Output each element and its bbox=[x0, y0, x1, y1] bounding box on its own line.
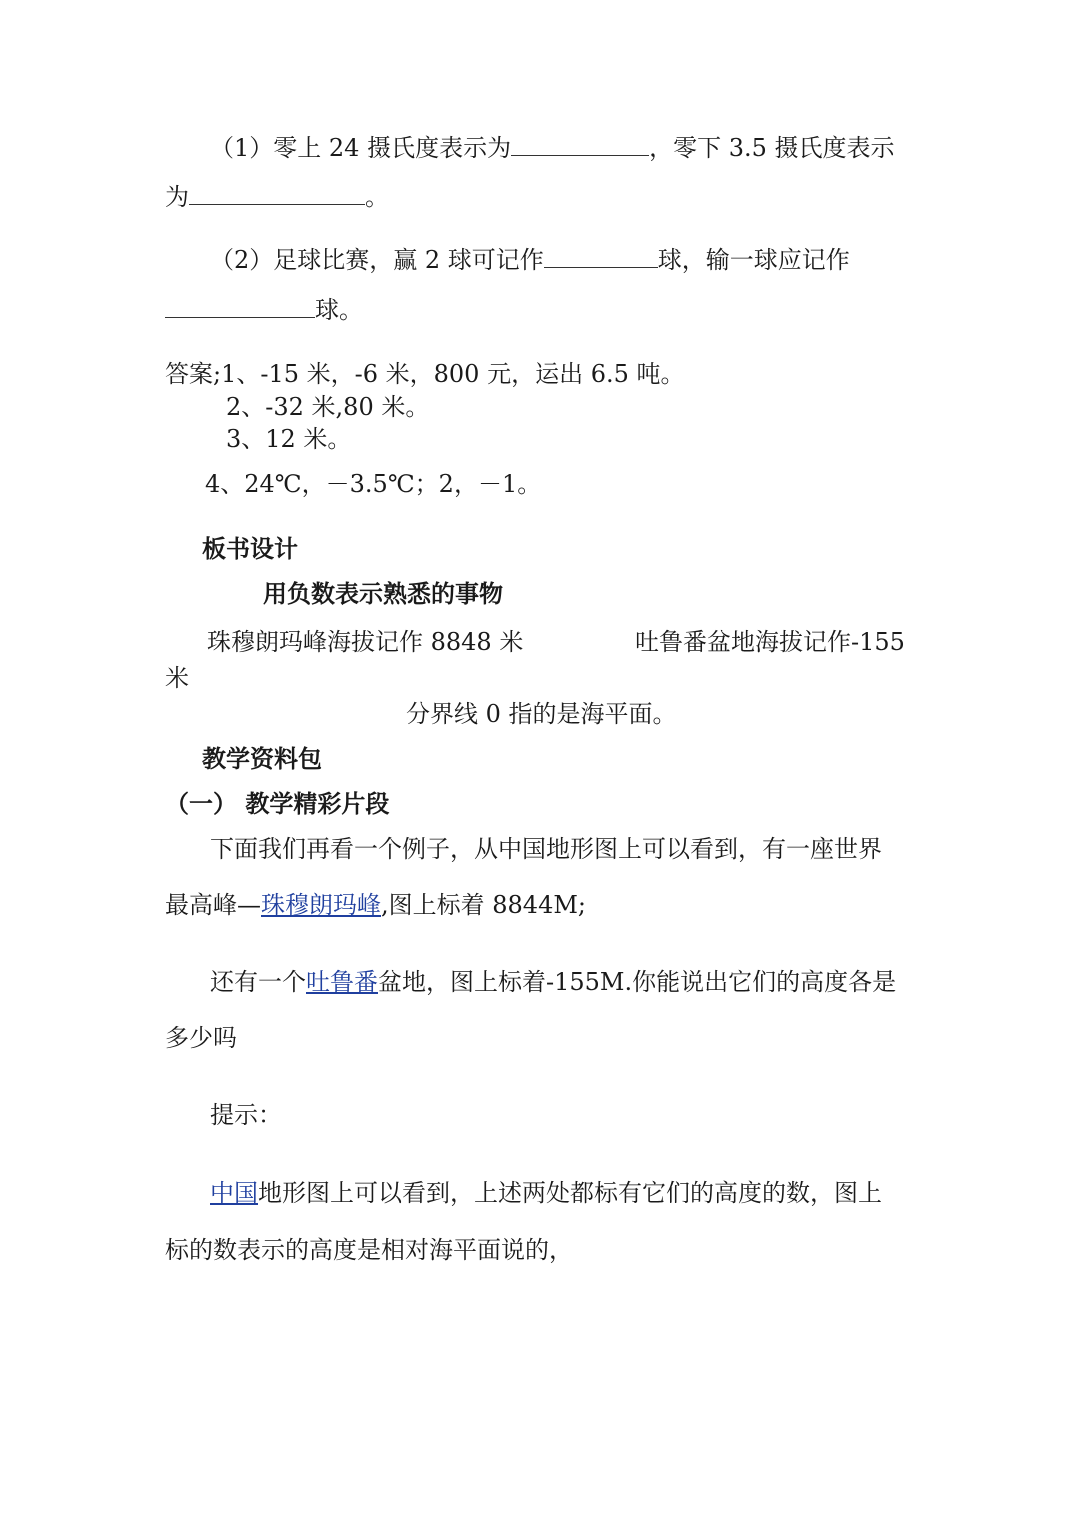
paragraph-1-line-2 bbox=[165, 889, 586, 921]
question-2-line-2 bbox=[165, 294, 363, 326]
p2-text-a: 还有一个 bbox=[210, 968, 306, 996]
p1-text-b: ,图上标着 8844M; bbox=[381, 891, 586, 919]
paragraph-3-line-2: 标的数表示的高度是相对海平面说的， bbox=[165, 1236, 573, 1264]
link-zhumulangma[interactable]: 珠穆朗玛峰 bbox=[261, 891, 381, 919]
board-left-item: 珠穆朗玛峰海拔记作 8848 米 bbox=[207, 628, 524, 656]
q2-text-b: 球，输一球应记作 bbox=[657, 246, 850, 274]
q1-text-d: 。 bbox=[365, 183, 389, 211]
board-right-item: 吐鲁番盆地海拔记作-155 bbox=[635, 628, 905, 656]
q2-blank-1 bbox=[544, 245, 658, 268]
answer-line-4: 4、24℃，－3.5℃；2，－1。 bbox=[205, 470, 542, 498]
resource-heading: 教学资料包 bbox=[202, 744, 322, 773]
p2-text-b: 盆地，图上标着-155M.你能说出它们的高度各是 bbox=[378, 968, 897, 996]
q1-blank-2 bbox=[189, 182, 365, 205]
question-1-line-2 bbox=[165, 181, 389, 213]
paragraph-3-line-1 bbox=[210, 1177, 882, 1209]
q2-text-c: 球。 bbox=[315, 296, 363, 324]
q1-text-b: ，零下 3.5 摄氏度表示 bbox=[649, 134, 895, 162]
question-2-line-1 bbox=[210, 244, 850, 276]
q2-blank-2 bbox=[165, 295, 315, 318]
p1-text-a: 最高峰— bbox=[165, 891, 261, 919]
board-wrap-text: 米 bbox=[165, 664, 189, 692]
board-divider: 分界线 0 指的是海平面。 bbox=[406, 700, 677, 728]
paragraph-2-line-1 bbox=[210, 966, 896, 998]
answer-line-3: 3、12 米。 bbox=[226, 425, 352, 453]
paragraph-1-line-1: 下面我们再看一个例子，从中国地形图上可以看到，有一座世界 bbox=[210, 835, 882, 863]
link-china[interactable]: 中国 bbox=[210, 1179, 258, 1207]
q1-text-a: （1）零上 24 摄氏度表示为 bbox=[210, 134, 512, 162]
board-heading: 板书设计 bbox=[202, 534, 298, 563]
q1-text-c: 为 bbox=[165, 183, 189, 211]
link-tulufan[interactable]: 吐鲁番 bbox=[306, 968, 378, 996]
resource-section-title: （一） 教学精彩片段 bbox=[165, 789, 390, 818]
q2-text-a: （2）足球比赛，赢 2 球可记作 bbox=[210, 246, 544, 274]
board-title: 用负数表示熟悉的事物 bbox=[263, 579, 503, 608]
p3-text-a: 地形图上可以看到，上述两处都标有它们的高度的数，图上 bbox=[258, 1179, 882, 1207]
hint-label: 提示： bbox=[210, 1101, 282, 1129]
paragraph-2-line-2: 多少吗 bbox=[165, 1024, 237, 1052]
answer-line-2: 2、-32 米,80 米。 bbox=[226, 393, 430, 421]
question-1-line-1 bbox=[210, 132, 895, 164]
q1-blank-1 bbox=[511, 133, 649, 156]
answer-line-1: 答案;1、-15 米，-6 米，800 元，运出 6.5 吨。 bbox=[165, 360, 685, 388]
